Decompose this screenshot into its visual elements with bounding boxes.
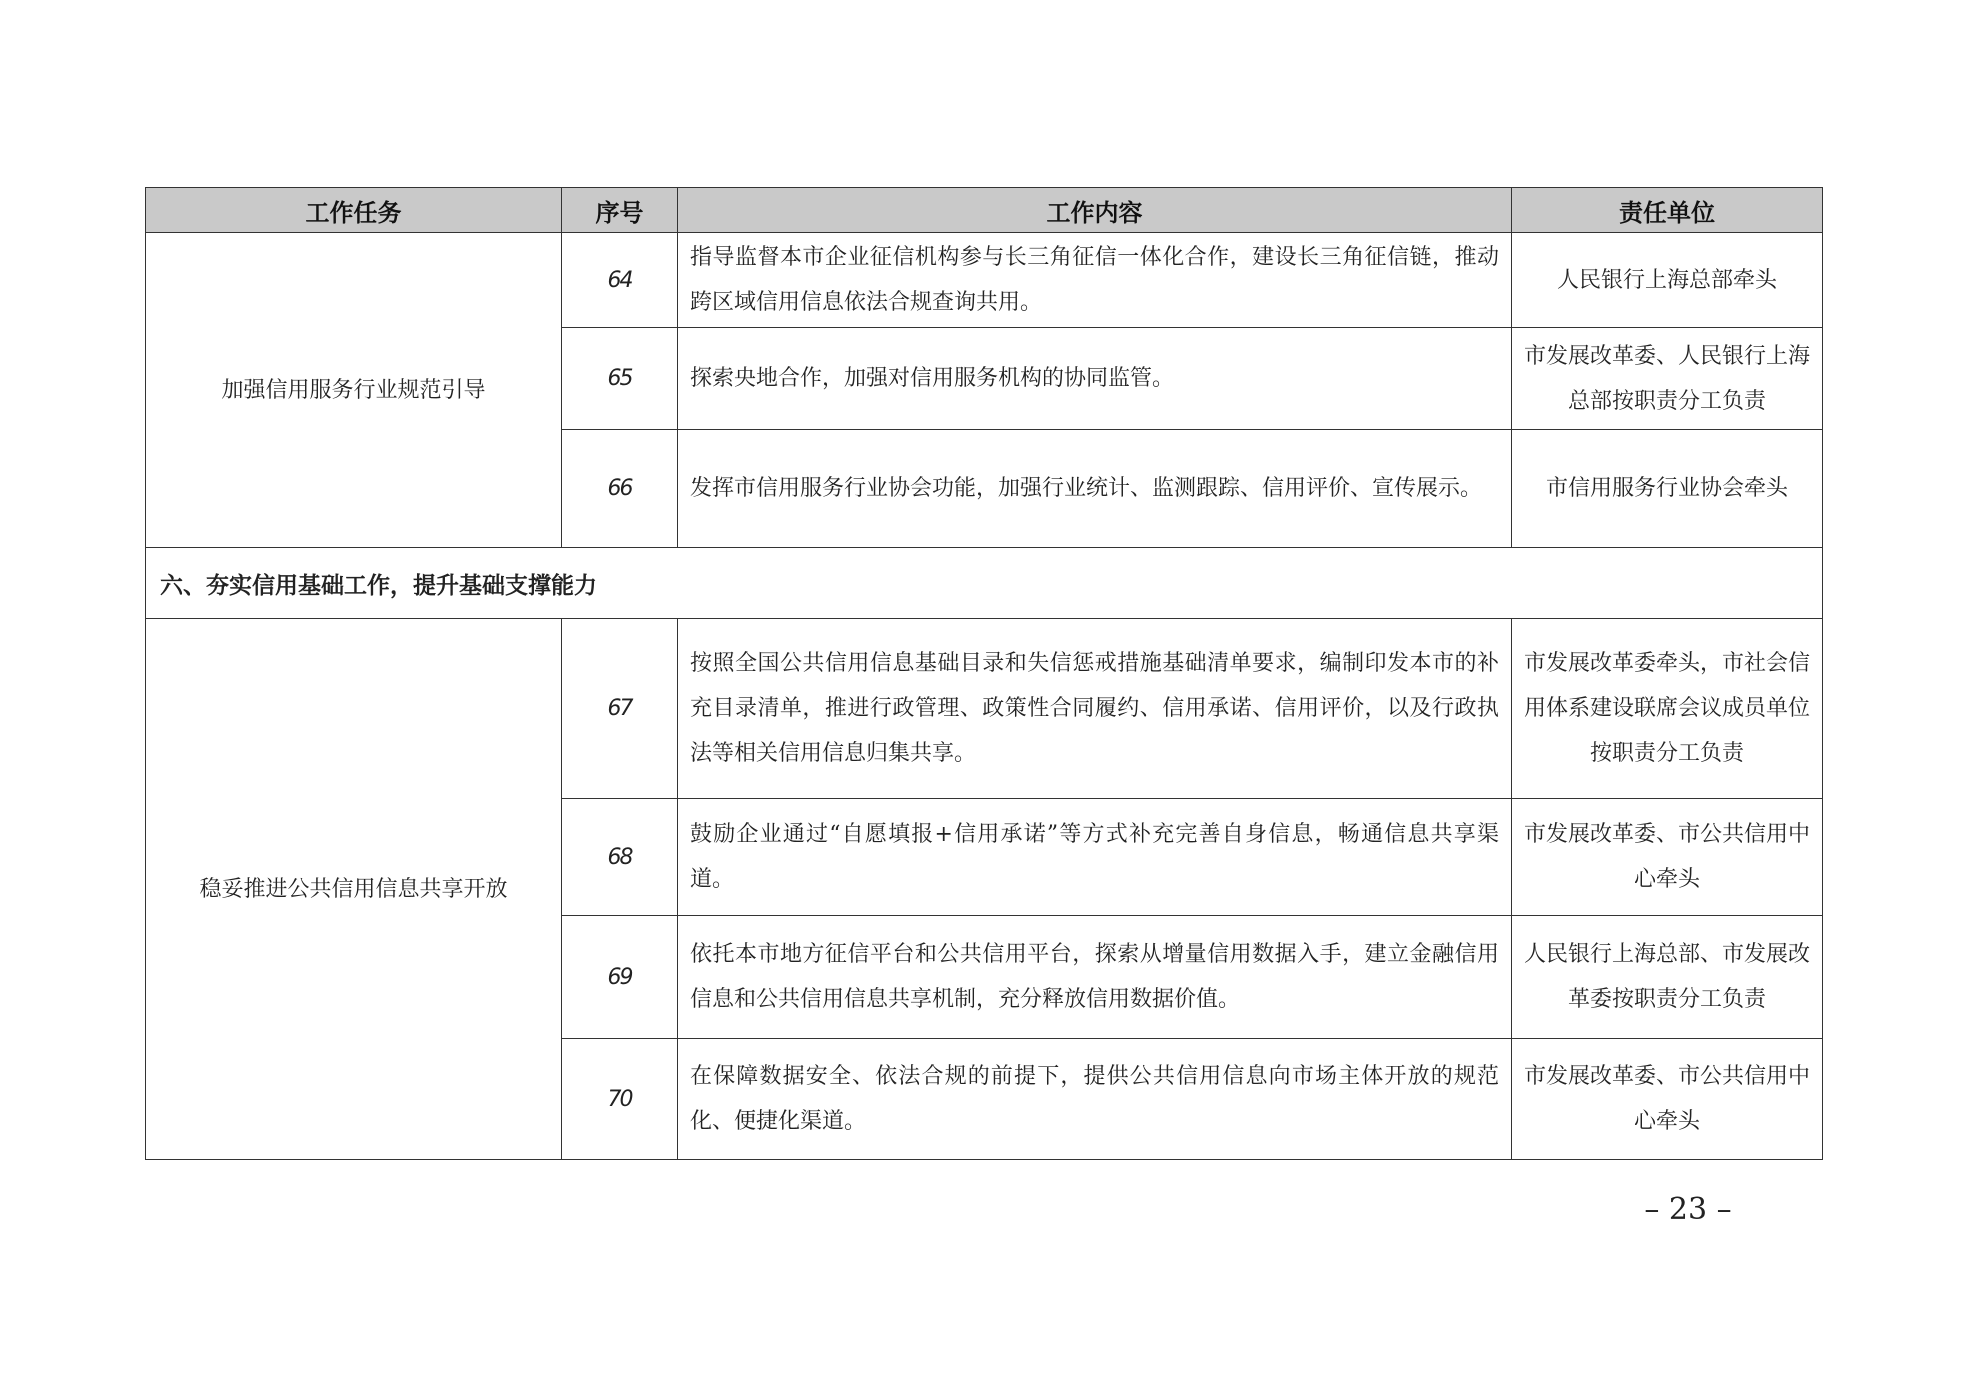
section-title: 六、夯实信用基础工作，提升基础支撑能力: [146, 548, 1823, 619]
table-row: [146, 619, 1823, 799]
header-task: 工作任务: [146, 188, 562, 233]
task-cell: 加强信用服务行业规范引导: [146, 233, 562, 548]
row-unit: 市信用服务行业协会牵头: [1512, 430, 1823, 548]
header-content: 工作内容: [678, 188, 1512, 233]
row-unit: 市发展改革委、市公共信用中心牵头: [1512, 799, 1823, 916]
row-number: 70: [562, 1039, 678, 1160]
row-number: 69: [562, 916, 678, 1039]
row-number: 64: [562, 233, 678, 328]
row-number: 66: [562, 430, 678, 548]
row-content: 按照全国公共信用信息基础目录和失信惩戒措施基础清单要求，编制印发本市的补充目录清单，推进行政管理、政策性合同履约、信用承诺、信用评价，以及行政执法等相关信用信息归集共享。: [678, 619, 1512, 799]
row-content: 鼓励企业通过“自愿填报+信用承诺”等方式补充完善自身信息，畅通信息共享渠道。: [678, 799, 1512, 916]
row-content: 依托本市地方征信平台和公共信用平台，探索从增量信用数据入手，建立金融信用信息和公共信用信息共享机制，充分释放信用数据价值。: [678, 916, 1512, 1039]
row-unit: 市发展改革委、市公共信用中心牵头: [1512, 1039, 1823, 1160]
row-unit: 市发展改革委、人民银行上海总部按职责分工负责: [1512, 328, 1823, 430]
row-content: 指导监督本市企业征信机构参与长三角征信一体化合作，建设长三角征信链，推动跨区域信用信息依法合规查询共用。: [678, 233, 1512, 328]
header-unit: 责任单位: [1512, 188, 1823, 233]
row-unit: 人民银行上海总部、市发展改革委按职责分工负责: [1512, 916, 1823, 1039]
row-unit: 人民银行上海总部牵头: [1512, 233, 1823, 328]
page-number: – 23 –: [1644, 1192, 1732, 1227]
row-content: 在保障数据安全、依法合规的前提下，提供公共信用信息向市场主体开放的规范化、便捷化渠道。: [678, 1039, 1512, 1160]
row-unit: 市发展改革委牵头，市社会信用体系建设联席会议成员单位按职责分工负责: [1512, 619, 1823, 799]
work-task-table: [145, 187, 1823, 1160]
row-content: 探索央地合作，加强对信用服务机构的协同监管。: [678, 328, 1512, 430]
row-number: 65: [562, 328, 678, 430]
table-row: [146, 233, 1823, 328]
table-header-row: [146, 188, 1823, 233]
header-num: 序号: [562, 188, 678, 233]
row-number: 68: [562, 799, 678, 916]
task-cell: 稳妥推进公共信用信息共享开放: [146, 619, 562, 1160]
section-row: [146, 548, 1823, 619]
row-content: 发挥市信用服务行业协会功能，加强行业统计、监测跟踪、信用评价、宣传展示。: [678, 430, 1512, 548]
row-number: 67: [562, 619, 678, 799]
